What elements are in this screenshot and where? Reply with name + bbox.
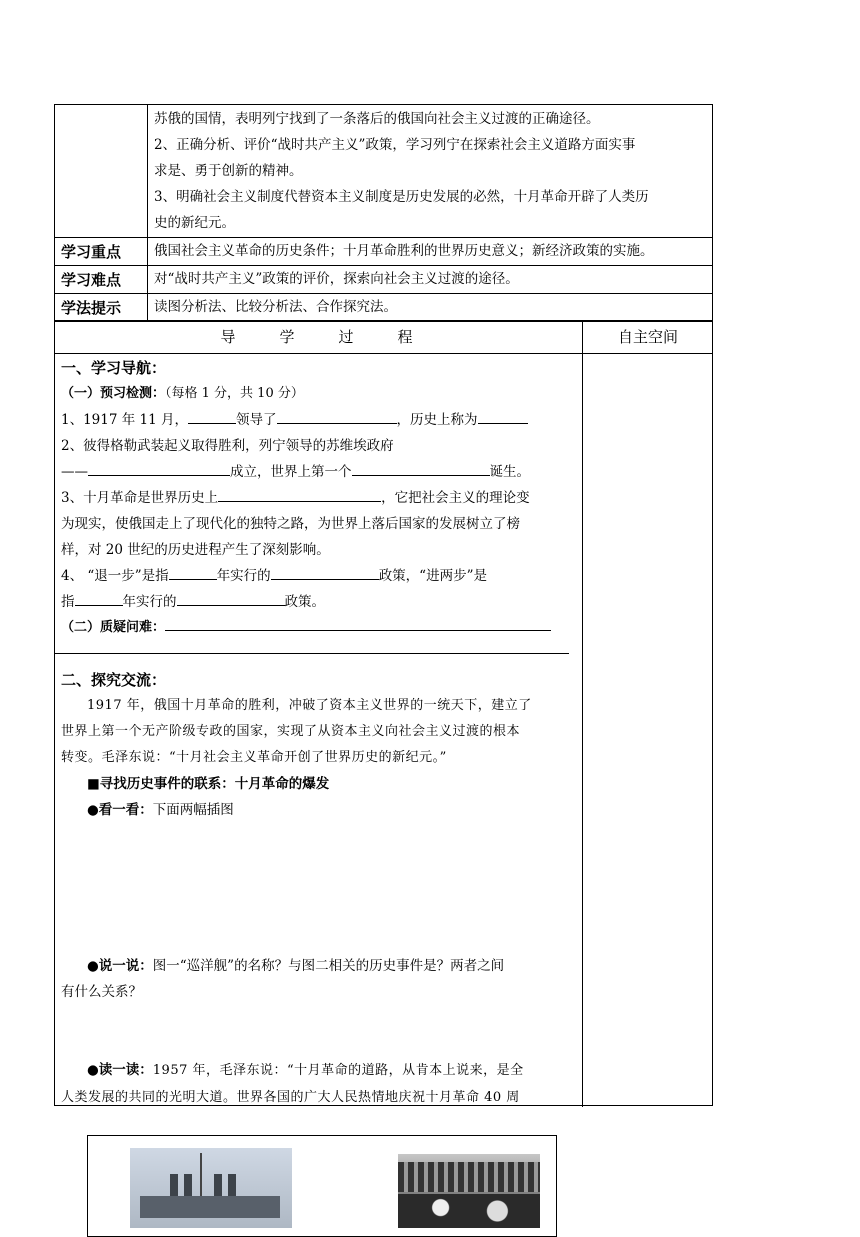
key-points-label: 学习重点	[55, 238, 148, 266]
header-process: 导学过程	[220, 328, 457, 346]
winter-palace-photo	[398, 1154, 540, 1228]
section-1-title: 一、学习导航：	[61, 359, 167, 377]
look-text: 下面两幅插图	[152, 802, 234, 818]
q4-blank-4[interactable]	[177, 591, 285, 606]
question-4	[61, 563, 577, 615]
question-2	[61, 433, 577, 485]
illustration-box	[87, 1135, 557, 1237]
image-space	[61, 823, 577, 953]
objectives-content	[148, 105, 713, 238]
difficulties-label: 学习难点	[55, 266, 148, 294]
question-raise-blank[interactable]	[165, 616, 551, 631]
q3-text-a: 3、十月革命是世界历史上	[61, 490, 219, 506]
q1-text-c: ，历史上称为	[396, 412, 478, 428]
intro-paragraph	[61, 693, 577, 771]
question-raise-line-row	[61, 641, 577, 667]
header-self-space: 自主空间	[617, 328, 678, 346]
preview-check-title	[61, 381, 577, 407]
q4-text-d: 指	[61, 594, 75, 610]
q1-blank-1[interactable]	[188, 409, 236, 424]
q4-text-e: 年实行的	[122, 594, 177, 610]
answer-space	[61, 1005, 577, 1057]
objective-line: 史的新纪元。	[154, 215, 235, 231]
read-line: 1957 年，毛泽东说：“十月革命的道路，从肯本上说来，是全	[152, 1063, 524, 1078]
question-raise-line[interactable]	[55, 653, 569, 654]
say-line: 有什么关系？	[61, 984, 142, 1000]
q4-blank-2[interactable]	[271, 565, 379, 580]
find-connection-title: ■寻找历史事件的联系：十月革命的爆发	[87, 776, 330, 792]
question-3	[61, 485, 577, 563]
score-note: （每格 1 分，共 10 分）	[165, 386, 304, 401]
read-line: 人类发展的共同的光明大道。世界各国的广大人民热情地庆祝十月革命 40 周	[61, 1090, 520, 1105]
question-raise	[61, 615, 577, 641]
method-label: 学法提示	[55, 294, 148, 322]
q4-text-b: 年实行的	[216, 568, 271, 584]
q4-text-f: 政策。	[284, 594, 325, 610]
cruiser-photo	[130, 1148, 292, 1228]
method-content: 读图分析法、比较分析法、合作探究法。	[148, 294, 713, 322]
q4-text-a: 4、 “退一步”是指	[61, 568, 169, 584]
intro-line: 1917 年，俄国十月革命的胜利，冲破了资本主义世界的一统天下，建立了	[87, 698, 532, 713]
say-label: ●说一说：	[87, 958, 153, 974]
learning-content	[61, 355, 577, 1111]
objectives-table	[54, 104, 713, 322]
objective-line: 3、明确社会主义制度代替资本主义制度是历史发展的必然，十月革命开辟了人类历	[154, 189, 649, 205]
read-label: ●读一读：	[87, 1062, 153, 1078]
q4-blank-3[interactable]	[75, 591, 123, 606]
guided-learning-table	[54, 320, 713, 1106]
q3-text-d: 样，对 20 世纪的历史进程产生了深刻影响。	[61, 542, 330, 558]
q3-text-c: 为现实，使俄国走上了现代化的独特之路，为世界上落后国家的发展树立了榜	[61, 516, 520, 532]
q3-blank-1[interactable]	[218, 487, 381, 502]
intro-line: 转变。毛泽东说：“十月社会主义革命开创了世界历史的新纪元。”	[61, 750, 447, 765]
q1-text-b: 领导了	[236, 412, 277, 428]
q2-text-a: 2、彼得格勒武装起义取得胜利，列宁领导的苏维埃政府	[61, 438, 394, 454]
difficulties-content: 对“战时共产主义”政策的评价，探索向社会主义过渡的途径。	[148, 266, 713, 294]
key-points-content: 俄国社会主义革命的历史条件；十月革命胜利的世界历史意义；新经济政策的实施。	[148, 238, 713, 266]
question-raise-label: （二）质疑问难：	[61, 620, 166, 635]
objective-line: 苏俄的国情，表明列宁找到了一条落后的俄国向社会主义过渡的正确途径。	[154, 111, 600, 127]
q2-blank-1[interactable]	[88, 461, 230, 476]
q2-text-b: ——	[61, 464, 88, 480]
difficulties-row	[55, 266, 713, 294]
say-prompt	[61, 953, 577, 1005]
q1-blank-3[interactable]	[478, 409, 528, 424]
objective-line: 求是、勇于创新的精神。	[154, 163, 303, 179]
intro-line: 世界上第一个无产阶级专政的国家，实现了从资本主义向社会主义过渡的根本	[61, 724, 521, 739]
empty-label-cell	[55, 105, 148, 238]
question-1	[61, 407, 577, 433]
section-2-title: 二、探究交流：	[61, 671, 167, 689]
preview-check-label: （一）预习检测：	[61, 386, 166, 401]
read-prompt	[61, 1057, 577, 1111]
q1-text-a: 1、1917 年 11 月，	[61, 412, 188, 428]
q1-blank-2[interactable]	[277, 409, 397, 424]
column-divider	[582, 321, 583, 1107]
q4-text-c: 政策，“进两步”是	[378, 568, 487, 584]
q2-text-d: 诞生。	[489, 464, 530, 480]
q4-blank-1[interactable]	[169, 565, 217, 580]
objectives-row	[55, 105, 713, 238]
q2-text-c: 成立，世界上第一个	[230, 464, 352, 480]
say-line: 图一“巡洋舰”的名称？与图二相关的历史事件是？两者之间	[152, 958, 505, 974]
key-points-row	[55, 238, 713, 266]
q2-blank-2[interactable]	[352, 461, 490, 476]
look-prompt	[61, 797, 577, 823]
objective-line: 2、正确分析、评价“战时共产主义”政策，学习列宁在探索社会主义道路方面实事	[154, 137, 636, 153]
q3-text-b: ，它把社会主义的理论变	[381, 490, 530, 506]
look-label: ●看一看：	[87, 802, 153, 818]
table-header	[55, 321, 712, 354]
method-row	[55, 294, 713, 322]
